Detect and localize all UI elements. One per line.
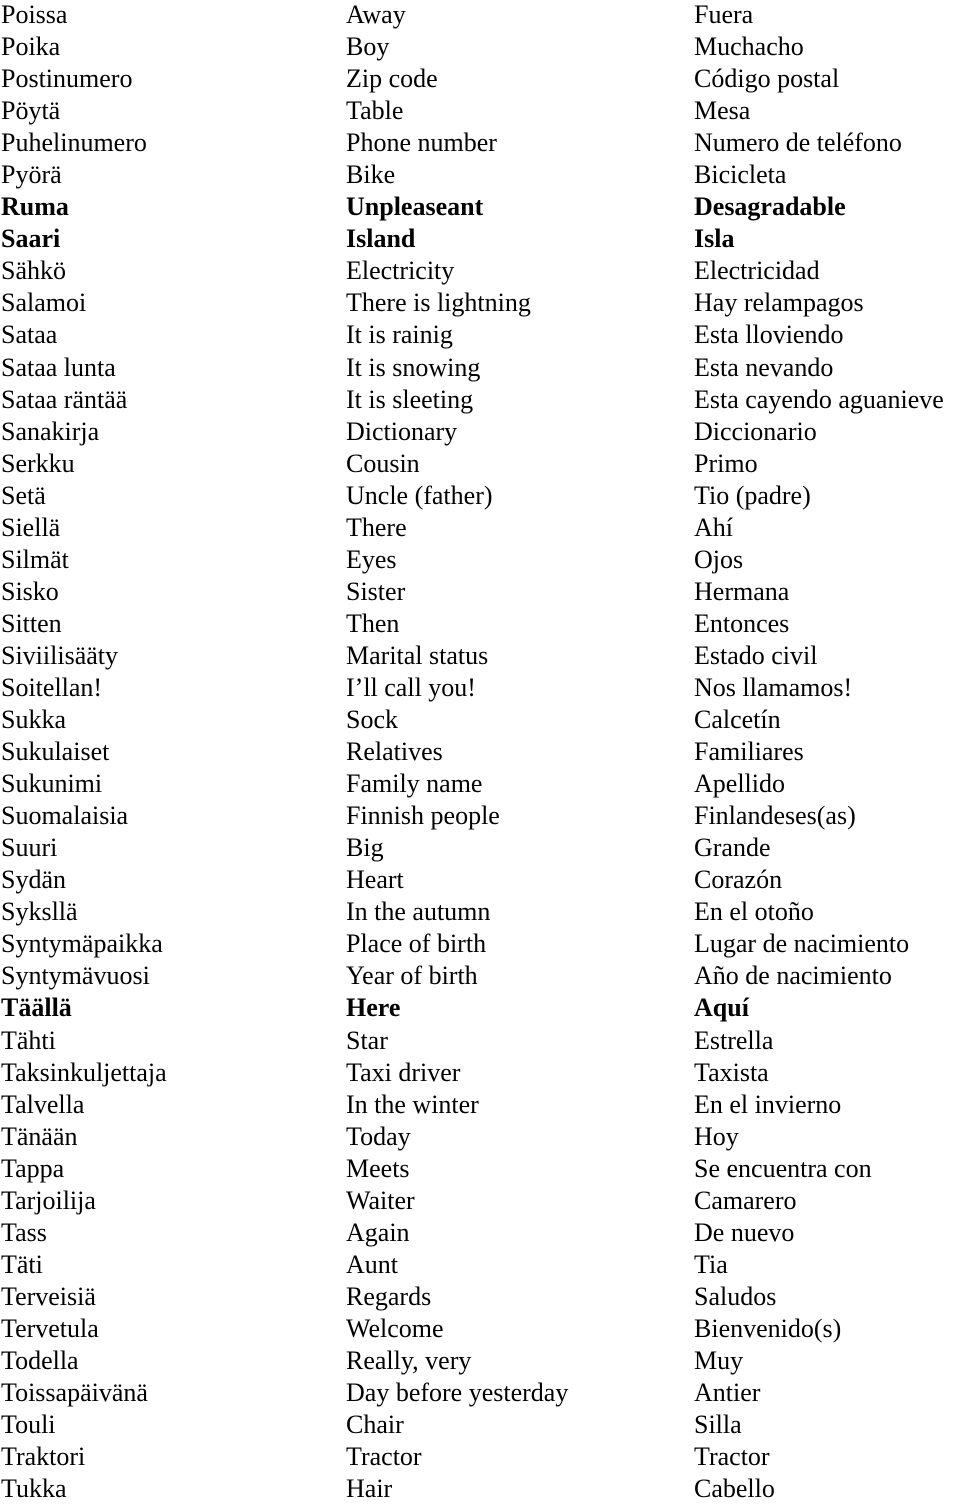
english-word: There xyxy=(346,512,407,542)
finnish-word: Serkku xyxy=(1,448,75,478)
spanish-word: Finlandeses(as) xyxy=(694,801,856,831)
spanish-word: Cabello xyxy=(694,1474,775,1504)
english-word: Heart xyxy=(346,865,404,895)
vocabulary-row xyxy=(0,961,960,993)
finnish-word: Salamoi xyxy=(1,288,87,318)
finnish-word: Pyörä xyxy=(1,160,62,190)
finnish-word: Tähti xyxy=(1,1025,56,1055)
spanish-word: Fuera xyxy=(694,0,754,29)
english-word: Relatives xyxy=(346,737,443,767)
english-word: Family name xyxy=(346,769,483,799)
finnish-word: Terveisiä xyxy=(1,1281,96,1311)
vocabulary-row xyxy=(0,865,960,897)
finnish-word: Tänään xyxy=(1,1121,78,1151)
finnish-word: Postinumero xyxy=(1,64,133,94)
spanish-word: Estrella xyxy=(694,1025,774,1055)
spanish-word: Bicicleta xyxy=(694,160,787,190)
finnish-word: Tarjoilija xyxy=(1,1185,96,1215)
spanish-word: Diccionario xyxy=(694,416,817,446)
english-word: Today xyxy=(346,1121,411,1151)
vocabulary-row xyxy=(0,1026,960,1058)
vocabulary-row xyxy=(0,1314,960,1346)
vocabulary-row xyxy=(0,256,960,288)
english-word: Chair xyxy=(346,1410,404,1440)
spanish-word: Taxista xyxy=(694,1057,769,1087)
spanish-word: Antier xyxy=(694,1378,761,1408)
spanish-word: Camarero xyxy=(694,1185,797,1215)
english-word: Taxi driver xyxy=(346,1057,461,1087)
finnish-word: Puhelinumero xyxy=(1,128,147,158)
spanish-word: Año de nacimiento xyxy=(694,961,892,991)
finnish-word: Sähkö xyxy=(1,256,66,286)
english-word: Bike xyxy=(346,160,396,190)
spanish-word: Familiares xyxy=(694,737,804,767)
english-word: Sister xyxy=(346,576,406,606)
english-word: Big xyxy=(346,833,384,863)
spanish-word: Silla xyxy=(694,1410,742,1440)
vocabulary-row xyxy=(0,385,960,417)
spanish-word: Numero de teléfono xyxy=(694,128,902,158)
vocabulary-row xyxy=(0,1378,960,1410)
vocabulary-row xyxy=(0,449,960,481)
finnish-word: Tass xyxy=(1,1217,47,1247)
english-word: Again xyxy=(346,1217,410,1247)
spanish-word: Ojos xyxy=(694,544,744,574)
finnish-word: Sanakirja xyxy=(1,416,100,446)
finnish-word: Siviilisääty xyxy=(1,640,118,670)
spanish-word: Tia xyxy=(694,1249,728,1279)
spanish-word: Muy xyxy=(694,1345,744,1375)
vocabulary-row xyxy=(0,1282,960,1314)
spanish-word: En el otoño xyxy=(694,897,814,927)
finnish-word: Suuri xyxy=(1,833,58,863)
finnish-word: Poissa xyxy=(1,0,68,29)
english-word: Really, very xyxy=(346,1345,472,1375)
finnish-word: Setä xyxy=(1,480,46,510)
finnish-word: Taksinkuljettaja xyxy=(1,1057,167,1087)
spanish-word: Ahí xyxy=(694,512,733,542)
english-word: Here xyxy=(346,993,401,1023)
finnish-word: Pöytä xyxy=(1,96,61,126)
finnish-word: Sitten xyxy=(1,608,62,638)
vocabulary-row xyxy=(0,0,960,32)
vocabulary-row xyxy=(0,1346,960,1378)
vocabulary-row xyxy=(0,192,960,224)
spanish-word: Isla xyxy=(694,224,735,254)
vocabulary-row xyxy=(0,224,960,256)
spanish-word: Esta nevando xyxy=(694,352,834,382)
english-word: Then xyxy=(346,608,400,638)
english-word: Marital status xyxy=(346,640,489,670)
english-word: Zip code xyxy=(346,64,438,94)
english-word: Year of birth xyxy=(346,961,478,991)
spanish-word: Código postal xyxy=(694,64,840,94)
vocabulary-row xyxy=(0,96,960,128)
spanish-word: Grande xyxy=(694,833,771,863)
spanish-word: Entonces xyxy=(694,608,790,638)
finnish-word: Sisko xyxy=(1,576,59,606)
spanish-word: Hoy xyxy=(694,1121,739,1151)
vocabulary-row xyxy=(0,128,960,160)
spanish-word: Hay relampagos xyxy=(694,288,864,318)
finnish-word: Täällä xyxy=(1,993,72,1023)
vocabulary-row xyxy=(0,64,960,96)
vocabulary-row xyxy=(0,833,960,865)
english-word: Hair xyxy=(346,1474,393,1504)
finnish-word: Soitellan! xyxy=(1,672,103,702)
vocabulary-row xyxy=(0,577,960,609)
vocabulary-row xyxy=(0,320,960,352)
spanish-word: Tio (padre) xyxy=(694,480,811,510)
english-word: Cousin xyxy=(346,448,420,478)
vocabulary-row xyxy=(0,673,960,705)
english-word: Finnish people xyxy=(346,801,500,831)
english-word: Star xyxy=(346,1025,388,1055)
finnish-word: Syntymäpaikka xyxy=(1,929,163,959)
vocabulary-row xyxy=(0,769,960,801)
spanish-word: Esta cayendo aguanieve xyxy=(694,384,944,414)
english-word: It is snowing xyxy=(346,352,481,382)
finnish-word: Täti xyxy=(1,1249,43,1279)
finnish-word: Syksllä xyxy=(1,897,78,927)
finnish-word: Touli xyxy=(1,1410,56,1440)
spanish-word: Calcetín xyxy=(694,705,781,735)
spanish-word: Estado civil xyxy=(694,640,818,670)
english-word: Sock xyxy=(346,705,398,735)
english-word: In the autumn xyxy=(346,897,491,927)
vocabulary-row xyxy=(0,288,960,320)
vocabulary-row xyxy=(0,160,960,192)
vocabulary-row xyxy=(0,1090,960,1122)
vocabulary-row xyxy=(0,705,960,737)
english-word: Welcome xyxy=(346,1313,444,1343)
english-word: There is lightning xyxy=(346,288,531,318)
spanish-word: Muchacho xyxy=(694,32,804,62)
finnish-word: Sataa räntää xyxy=(1,384,128,414)
spanish-word: Bienvenido(s) xyxy=(694,1313,842,1343)
vocabulary-row xyxy=(0,32,960,64)
vocabulary-row xyxy=(0,1058,960,1090)
english-word: Waiter xyxy=(346,1185,415,1215)
english-word: Table xyxy=(346,96,404,126)
english-word: Regards xyxy=(346,1281,432,1311)
vocabulary-row xyxy=(0,417,960,449)
spanish-word: Mesa xyxy=(694,96,751,126)
spanish-word: Electricidad xyxy=(694,256,820,286)
vocabulary-row xyxy=(0,1186,960,1218)
spanish-word: De nuevo xyxy=(694,1217,795,1247)
vocabulary-row xyxy=(0,513,960,545)
finnish-word: Sukulaiset xyxy=(1,737,110,767)
finnish-word: Syntymävuosi xyxy=(1,961,150,991)
vocabulary-row xyxy=(0,801,960,833)
finnish-word: Sukka xyxy=(1,705,66,735)
finnish-word: Todella xyxy=(1,1345,79,1375)
finnish-word: Siellä xyxy=(1,512,61,542)
english-word: Uncle (father) xyxy=(346,480,493,510)
english-word: Eyes xyxy=(346,544,397,574)
english-word: Island xyxy=(346,224,416,254)
finnish-word: Sataa lunta xyxy=(1,352,116,382)
spanish-word: Aquí xyxy=(694,993,749,1023)
english-word: Aunt xyxy=(346,1249,398,1279)
vocabulary-row xyxy=(0,481,960,513)
finnish-word: Traktori xyxy=(1,1442,86,1472)
vocabulary-row xyxy=(0,1410,960,1442)
english-word: Meets xyxy=(346,1153,410,1183)
vocabulary-row xyxy=(0,737,960,769)
spanish-word: Desagradable xyxy=(694,192,846,222)
english-word: Phone number xyxy=(346,128,497,158)
vocabulary-row xyxy=(0,1442,960,1474)
vocabulary-row xyxy=(0,1122,960,1154)
english-word: I’ll call you! xyxy=(346,672,476,702)
english-word: Boy xyxy=(346,32,390,62)
finnish-word: Sydän xyxy=(1,865,66,895)
finnish-word: Suomalaisia xyxy=(1,801,129,831)
vocabulary-row xyxy=(0,993,960,1025)
vocabulary-row xyxy=(0,1154,960,1186)
vocabulary-row xyxy=(0,1250,960,1282)
spanish-word: Saludos xyxy=(694,1281,777,1311)
spanish-word: En el invierno xyxy=(694,1089,842,1119)
finnish-word: Toissapäivänä xyxy=(1,1378,148,1408)
spanish-word: Hermana xyxy=(694,576,790,606)
finnish-word: Sukunimi xyxy=(1,769,103,799)
english-word: Away xyxy=(346,0,406,29)
spanish-word: Nos llamamos! xyxy=(694,672,853,702)
spanish-word: Se encuentra con xyxy=(694,1153,872,1183)
english-word: In the winter xyxy=(346,1089,479,1119)
finnish-word: Tukka xyxy=(1,1474,67,1504)
english-word: Unpleaseant xyxy=(346,192,484,222)
english-word: Tractor xyxy=(346,1442,422,1472)
spanish-word: Primo xyxy=(694,448,758,478)
finnish-word: Sataa xyxy=(1,320,58,350)
finnish-word: Ruma xyxy=(1,192,69,222)
spanish-word: Corazón xyxy=(694,865,783,895)
finnish-word: Talvella xyxy=(1,1089,85,1119)
english-word: It is sleeting xyxy=(346,384,474,414)
english-word: Day before yesterday xyxy=(346,1378,569,1408)
vocabulary-row xyxy=(0,545,960,577)
english-word: It is rainig xyxy=(346,320,453,350)
spanish-word: Apellido xyxy=(694,769,785,799)
vocabulary-row xyxy=(0,1474,960,1506)
english-word: Place of birth xyxy=(346,929,487,959)
vocabulary-row xyxy=(0,897,960,929)
english-word: Dictionary xyxy=(346,416,458,446)
spanish-word: Esta lloviendo xyxy=(694,320,844,350)
finnish-word: Poika xyxy=(1,32,61,62)
finnish-word: Tervetula xyxy=(1,1313,99,1343)
finnish-word: Silmät xyxy=(1,544,69,574)
vocabulary-row xyxy=(0,641,960,673)
vocabulary-row xyxy=(0,353,960,385)
vocabulary-row xyxy=(0,929,960,961)
finnish-word: Saari xyxy=(1,224,61,254)
english-word: Electricity xyxy=(346,256,455,286)
vocabulary-row xyxy=(0,1218,960,1250)
finnish-word: Tappa xyxy=(1,1153,65,1183)
spanish-word: Tractor xyxy=(694,1442,770,1472)
spanish-word: Lugar de nacimiento xyxy=(694,929,910,959)
vocabulary-row xyxy=(0,609,960,641)
